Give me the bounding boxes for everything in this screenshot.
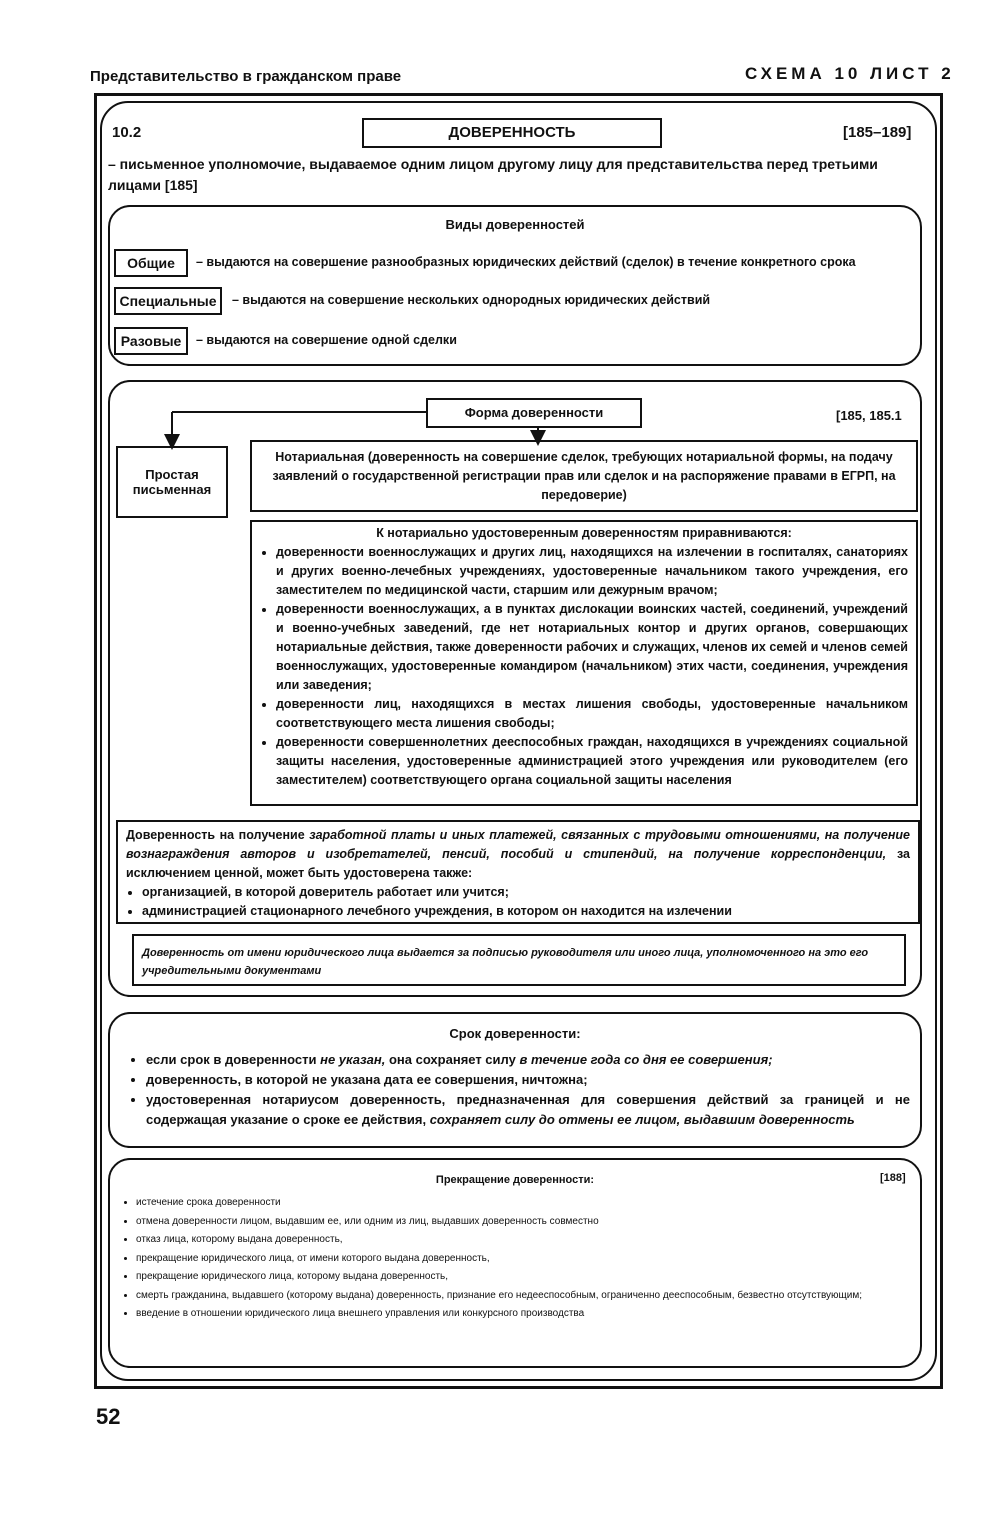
equated-item: • доверенности военнослужащих и других лиц, находящихся на излечении в госпиталях, санаториях и других военно-лечебных учреждениях, удостоверенные начальником такого учреждения, его заместителем по медицинской части, старшим или дежурным врачом; <box>276 543 908 600</box>
form-reference: [185, 185.1 <box>836 408 902 423</box>
term-text: ничтожна; <box>521 1072 588 1087</box>
term-list <box>130 1050 910 1130</box>
term-item <box>146 1050 910 1070</box>
equated-item: • доверенности совершеннолетних дееспособных граждан, находящихся в учреждениях социальной защиты населения, удостоверенные администрацией этого учреждения или руководителем (его заместителем) соответствующего органа социальной защиты населения <box>276 733 908 790</box>
kind-general-desc: – выдаются на совершение разнообразных юридических действий (сделок) в течение конкретного срока <box>196 255 856 269</box>
termination-item: • отмена доверенности лицом, выдавшим ее, или одним из лиц, выдавших доверенность совместно <box>136 1213 910 1232</box>
legal-entity-box: Доверенность от имени юридического лица выдается за подписью руководителя или иного лица, уполномоченного на это его учредительными документами <box>132 934 906 986</box>
term-text: она сохраняет силу <box>388 1052 516 1067</box>
term-text: доверенность, в которой не указана дата ее совершения, <box>146 1072 518 1087</box>
term-item <box>146 1070 910 1090</box>
term-title: Срок доверенности: <box>449 1026 581 1041</box>
term-item <box>146 1090 910 1130</box>
salary-tail: за исключением ценной, может быть удостоверена также: <box>126 847 910 880</box>
termination-item: • прекращение юридического лица, которому выдана доверенность, <box>136 1268 910 1287</box>
section-number: 10.2 <box>112 124 142 141</box>
term-italic: сохраняет силу до отмены ее лицом, выдавшим доверенность <box>429 1112 855 1127</box>
salary-item: • организацией, в которой доверитель работает или учится; <box>142 883 910 902</box>
section-reference: [185–189] <box>843 124 912 141</box>
termination-item: • смерть гражданина, выдавшего (которому выдана) доверенность, признание его недееспособным, ограниченно дееспособным, безвестно отсутствующим; <box>136 1287 910 1306</box>
salary-italic: заработной платы и иных платежей, связанных с трудовыми отношениями, на получение вознаграждения авторов и изобретателей, пенсий, пособий и стипендий, на получение корреспонденции, <box>126 828 910 861</box>
form-notarial: Нотариальная (доверенность на совершение сделок, требующих нотариальной формы, на подачу заявлений о государственной регистрации прав или сделок и на распоряжение правами в ЕГРП, на передоверие) <box>250 440 918 512</box>
termination-item: • отказ лица, которому выдана доверенность, <box>136 1231 910 1250</box>
kind-special-label: Специальные <box>114 287 222 315</box>
salary-item: • администрацией стационарного лечебного учреждения, в котором он находится на излечении <box>142 902 910 921</box>
kind-general-label: Общие <box>114 249 188 277</box>
salary-box <box>116 820 920 924</box>
equated-item: • доверенности военнослужащих, а в пунктах дислокации воинских частей, соединений, учреждений и военно-учебных заведений, где нет нотариальных контор и других органов, совершающих нотариальные действия, также доверенности рабочих и служащих, членов их семей и членов семей военнослужащих, удостоверенные командиром (начальником) этих части, соединения, учреждения или заведения; <box>276 600 908 695</box>
equated-title: К нотариально удостоверенным доверенностям приравниваются: <box>376 526 792 540</box>
kinds-title: Виды доверенностей <box>445 217 585 232</box>
definition-text: – письменное уполномочие, выдаваемое одним лицом другому лицу для представительства перед третьими лицами [185] <box>108 156 878 193</box>
section-title: ДОВЕРЕННОСТЬ <box>362 118 662 148</box>
termination-reference: [188] <box>880 1172 906 1184</box>
kind-single-label: Разовые <box>114 327 188 355</box>
equated-item: • доверенности лиц, находящихся в местах лишения свободы, удостоверенные начальником соответствующего места лишения свободы; <box>276 695 908 733</box>
term-panel <box>108 1012 922 1148</box>
kind-single-desc: – выдаются на совершение одной сделки <box>196 333 457 347</box>
term-text: удостоверенная нотариусом доверенность, предназначенная для совершения действий за границей и не содержащая указание о сроке ее действия, <box>146 1092 910 1127</box>
page-number: 52 <box>96 1404 121 1429</box>
form-title: Форма доверенности <box>426 398 642 428</box>
equated-box <box>250 520 918 806</box>
termination-item: • прекращение юридического лица, от имени которого выдана доверенность, <box>136 1250 910 1269</box>
termination-list <box>120 1194 910 1324</box>
termination-item: • введение в отношении юридического лица внешнего управления или конкурсного производства <box>136 1305 910 1324</box>
termination-item: • истечение срока доверенности <box>136 1194 910 1213</box>
salary-intro: Доверенность на получение <box>126 828 305 842</box>
term-italic: в течение года со дня ее совершения; <box>519 1052 773 1067</box>
running-header-title: Представительство в гражданском праве <box>90 68 402 85</box>
termination-title: Прекращение доверенности: <box>435 1174 595 1186</box>
form-simple-written: Простая письменная <box>116 446 228 518</box>
salary-paragraph <box>126 826 910 883</box>
term-text: если срок в доверенности <box>146 1052 317 1067</box>
kind-special-desc: – выдаются на совершение нескольких однородных юридических действий <box>232 293 711 307</box>
running-header-scheme: СХЕМА 10 ЛИСТ 2 <box>745 64 955 83</box>
termination-panel <box>108 1158 922 1368</box>
term-italic: не указан, <box>320 1052 386 1067</box>
kinds-panel <box>108 205 922 366</box>
form-panel <box>108 380 922 997</box>
